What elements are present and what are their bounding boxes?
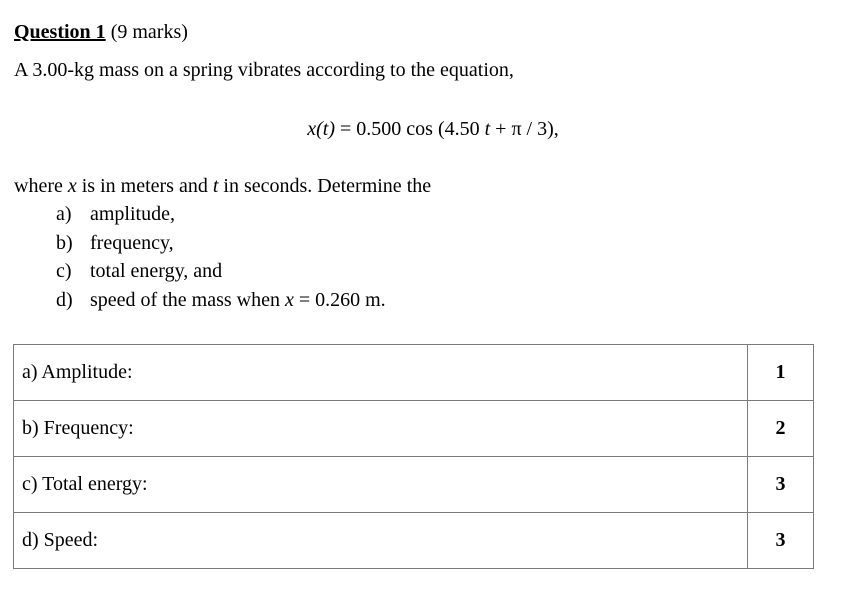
- equation-coefficients: = 0.500 cos (4.50: [335, 118, 485, 140]
- question-parts-list: [56, 202, 386, 316]
- marks-cell: 3: [748, 457, 814, 513]
- equation-lhs: x(t): [307, 118, 335, 140]
- part-text: amplitude,: [90, 203, 175, 225]
- answer-cell-speed[interactable]: d) Speed:: [14, 513, 748, 569]
- question-number: Question 1: [14, 21, 106, 43]
- variable-definitions: [14, 174, 431, 198]
- where-mid: is in meters and: [76, 175, 213, 197]
- part-label: a): [56, 203, 72, 225]
- part-label: b): [56, 231, 73, 254]
- part-text-post: = 0.260 m.: [293, 288, 386, 311]
- answer-cell-amplitude[interactable]: a) Amplitude:: [14, 345, 748, 401]
- answer-cell-frequency[interactable]: b) Frequency:: [14, 401, 748, 457]
- table-row: [14, 457, 814, 513]
- part-text: frequency,: [90, 231, 174, 254]
- equation: [0, 117, 866, 141]
- table-row: [14, 401, 814, 457]
- part-var: x: [284, 288, 294, 311]
- part-text: speed of the mass when: [90, 288, 285, 311]
- part-text: total energy, and: [90, 260, 223, 282]
- equation-time-var: t: [484, 118, 491, 140]
- where-post: in seconds. Determine the: [218, 175, 432, 197]
- table-row: [14, 345, 814, 401]
- part-label: d): [56, 288, 73, 311]
- list-item: [56, 231, 386, 260]
- question-heading: [14, 20, 188, 44]
- answer-table: [13, 344, 814, 569]
- where-t-var: t: [212, 175, 219, 197]
- part-label: c): [56, 260, 72, 282]
- list-item: [56, 259, 386, 288]
- answer-cell-total-energy[interactable]: c) Total energy:: [14, 457, 748, 513]
- where-pre: where: [14, 175, 68, 197]
- table-row: [14, 513, 814, 569]
- marks-cell: 2: [748, 401, 814, 457]
- question-intro: A 3.00-kg mass on a spring vibrates according to the equation,: [14, 59, 514, 81]
- equation-phase: + π / 3),: [490, 118, 559, 140]
- list-item: [56, 202, 386, 231]
- marks-cell: 1: [748, 345, 814, 401]
- marks-cell: 3: [748, 513, 814, 569]
- where-x-var: x: [67, 175, 77, 197]
- question-marks: (9 marks): [110, 21, 188, 43]
- list-item: [56, 288, 386, 317]
